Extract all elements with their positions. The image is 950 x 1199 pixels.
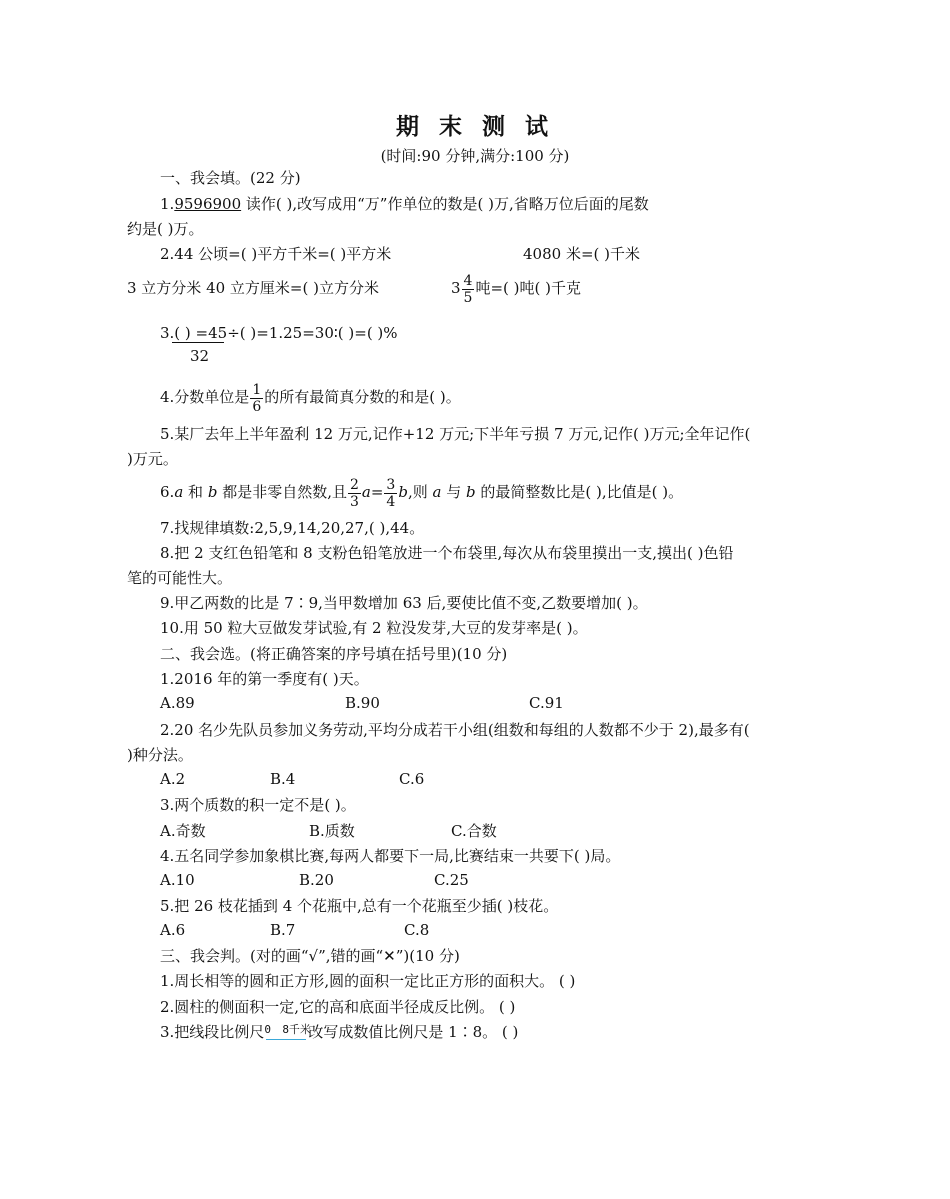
- question-1-3-den: 32: [190, 347, 210, 365]
- q-text: 和: [183, 483, 208, 501]
- scale-bar-ruler: [264, 1023, 311, 1042]
- question-2-2-cont: )种分法。: [127, 746, 193, 764]
- question-3-2: 2.圆柱的侧面积一定,它的高和底面半径成反比例。 ( ): [160, 998, 516, 1016]
- option-b: B.4: [270, 770, 296, 788]
- option-c: C.8: [404, 921, 430, 939]
- question-1-2b: 4080 米=( )千米: [523, 245, 640, 263]
- fraction: [384, 477, 397, 510]
- question-1-2d: [451, 270, 581, 306]
- var-a: a: [174, 483, 184, 501]
- option-a: A.10: [160, 871, 195, 889]
- question-1-8-cont: 笔的可能性大。: [127, 569, 233, 587]
- question-1-5: 5.某厂去年上半年盈利 12 万元,记作+12 万元;下半年亏损 7 万元,记作( )万元;全年记作(: [160, 425, 751, 443]
- q-text: 3.把线段比例尺: [160, 1023, 265, 1041]
- var-b: b: [398, 483, 408, 501]
- mixed-number-whole: 3: [451, 279, 461, 297]
- option-b: B.20: [299, 871, 334, 889]
- section-2-heading: 二、我会选。(将正确答案的序号填在括号里)(10 分): [160, 645, 508, 663]
- fraction-denominator: 3: [349, 493, 359, 510]
- section-1-heading: 一、我会填。(22 分): [160, 169, 301, 187]
- question-2-2: 2.20 名少先队员参加义务劳动,平均分成若干小组(组数和每组的人数都不少于 2),最多有(: [160, 721, 750, 739]
- page-subtitle: (时间:90 分钟,满分:100 分): [380, 147, 570, 165]
- q-text: 1.: [160, 195, 175, 213]
- question-3-3: [160, 1022, 518, 1042]
- section-3-heading: 三、我会判。(对的画“√”,错的画“✕”)(10 分): [160, 947, 460, 965]
- question-1-1-cont: 约是( )万。: [127, 220, 204, 238]
- question-1-8: 8.把 2 支红色铅笔和 8 支粉色铅笔放进一个布袋里,每次从布袋里摸出一支,摸出( )色铅: [160, 544, 734, 562]
- fraction-numerator: 2: [349, 476, 359, 493]
- option-a: A.2: [160, 770, 186, 788]
- question-1-1: [160, 194, 649, 214]
- page-title: 期 末 测 试: [395, 114, 555, 140]
- fraction-numerator: 3: [386, 476, 396, 493]
- q-text: 都是非零自然数,且: [217, 483, 347, 501]
- question-2-5: 5.把 26 枝花插到 4 个花瓶中,总有一个花瓶至少插( )枝花。: [160, 897, 559, 915]
- question-1-2a: 2.44 公顷=( )平方千米=( )平方米: [160, 245, 392, 263]
- fraction-denominator: 5: [463, 289, 473, 306]
- q-text: 吨=( )吨( )千克: [475, 279, 581, 297]
- fraction-denominator: 4: [386, 493, 396, 510]
- option-b: B.7: [270, 921, 296, 939]
- var-a: a: [361, 483, 371, 501]
- fraction-numerator: 4: [463, 272, 473, 289]
- q-text: 的最简整数比是( ),比值是( )。: [475, 483, 684, 501]
- q-text: 与: [441, 483, 466, 501]
- option-c: C.合数: [451, 822, 497, 840]
- q-text: 改写成数值比例尺是 1∶8。 ( ): [308, 1023, 519, 1041]
- question-1-9: 9.甲乙两数的比是 7∶9,当甲数增加 63 后,要使比值不变,乙数要增加( )。: [160, 594, 648, 612]
- option-b: B.90: [345, 694, 380, 712]
- question-1-3: 3.( ) =45÷( )=1.25=30∶( )=( )%: [160, 324, 398, 342]
- question-1-2c: 3 立方分米 40 立方厘米=( )立方分米: [127, 279, 379, 297]
- q-text: 读作( ),改写成用“万”作单位的数是( )万,省略万位后面的尾数: [241, 195, 649, 213]
- q-text: 6.: [160, 483, 175, 501]
- fraction: [348, 477, 361, 510]
- question-1-6: [160, 472, 683, 512]
- q-text: 的所有最简真分数的和是( )。: [264, 388, 461, 406]
- question-2-1: 1.2016 年的第一季度有( )天。: [160, 670, 369, 688]
- question-1-10: 10.用 50 粒大豆做发芽试验,有 2 粒没发芽,大豆的发芽率是( )。: [160, 619, 588, 637]
- option-a: A.6: [160, 921, 186, 939]
- fraction: [250, 382, 263, 415]
- q-text: ,则: [407, 483, 433, 501]
- var-b: b: [207, 483, 218, 501]
- var-b: b: [466, 483, 476, 501]
- question-1-7: 7.找规律填数:2,5,9,14,20,27,( ),44。: [160, 519, 425, 537]
- ruler-bar: [266, 1039, 306, 1040]
- q-text: =: [370, 483, 384, 501]
- fraction-denominator: 6: [252, 398, 262, 415]
- fraction-numerator: 1: [252, 381, 262, 398]
- question-2-4: 4.五名同学参加象棋比赛,每两人都要下一局,比赛结束一共要下( )局。: [160, 847, 621, 865]
- option-c: C.25: [434, 871, 469, 889]
- ruler-zero-label: 0: [264, 1023, 271, 1036]
- question-2-3: 3.两个质数的积一定不是( )。: [160, 796, 356, 814]
- q-text: 4.分数单位是: [160, 388, 250, 406]
- option-c: C.91: [529, 694, 564, 712]
- question-3-1: 1.周长相等的圆和正方形,圆的面积一定比正方形的面积大。 ( ): [160, 972, 576, 990]
- option-b: B.质数: [309, 822, 355, 840]
- fraction: [462, 273, 475, 306]
- ruler-distance-label: 8千米: [282, 1023, 311, 1036]
- option-a: A.89: [160, 694, 195, 712]
- fraction-bar: [172, 342, 224, 343]
- var-a: a: [432, 483, 442, 501]
- question-1-4: [160, 377, 461, 417]
- underlined-number: 9596900: [174, 195, 242, 213]
- option-a: A.奇数: [160, 822, 206, 840]
- question-1-5-cont: )万元。: [127, 450, 178, 468]
- option-c: C.6: [399, 770, 425, 788]
